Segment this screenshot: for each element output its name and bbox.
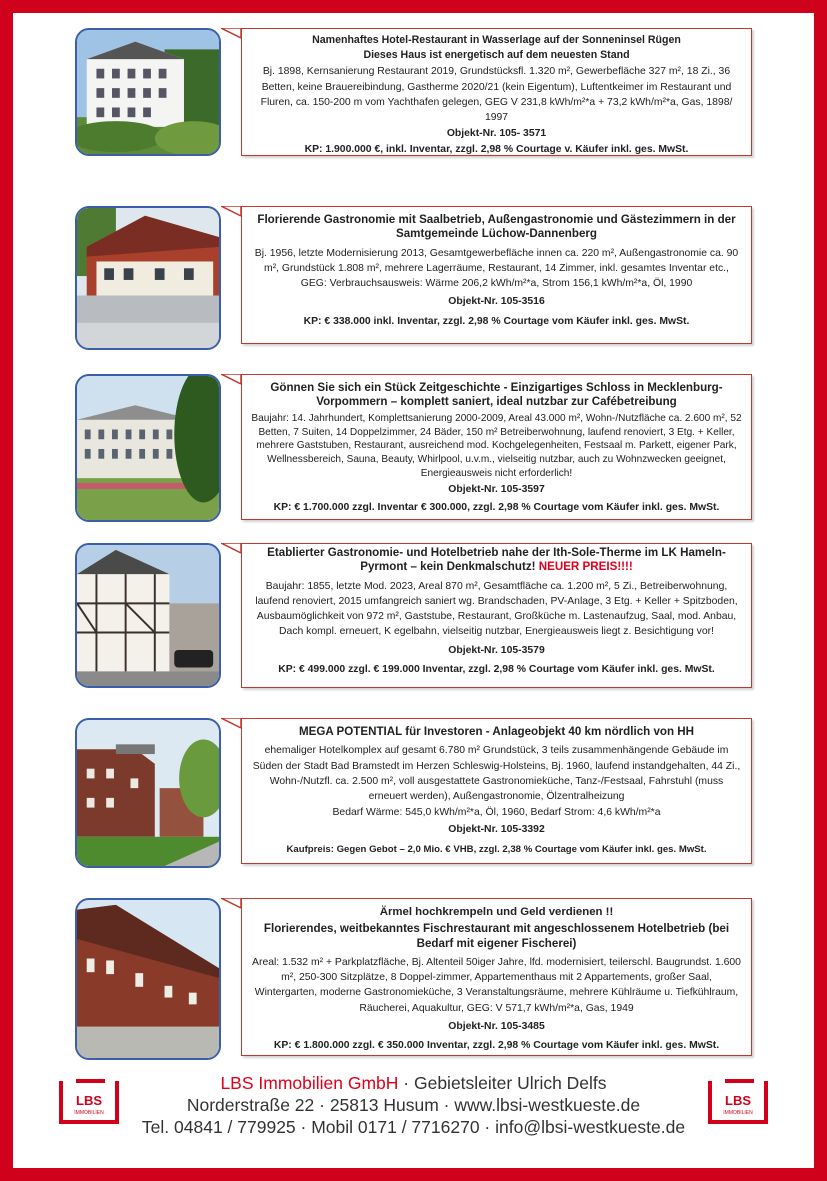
listing-title: Gönnen Sie sich ein Stück Zeitgeschichte - Einzigartiges Schloss in Mecklenburg-Vorpommern – komplett saniert, ideal nutzbar zur Cafébetreibung [270, 381, 723, 409]
purchase-price: KP: € 338.000 inkl. Inventar, zzgl. 2,98 % Courtage vom Käufer inkl. ges. MwSt. [303, 315, 690, 327]
listing-title [250, 546, 743, 575]
object-number: Objekt-Nr. 105-3579 [448, 644, 545, 656]
footer-line-phone [0, 1116, 827, 1138]
footer-line-address [0, 1094, 827, 1116]
listing-text [241, 374, 752, 520]
listing-title: Namenhaftes Hotel-Restaurant in Wasserlage auf der Sonneninsel Rügen [312, 34, 681, 46]
energy-demand: Bedarf Wärme: 545,0 kWh/m²*a, Öl, 1960, Bedarf Strom: 4,6 kWh/m²*a [332, 807, 661, 819]
listing-description: Bj. 1898, Kernsanierung Restaurant 2019, Grundstücksfl. 1.320 m², Gewerbefläche 327 m², 18 Zi., 36 Betten, keine Brauereibindung, Gastherme 2020/21 (kein Eigentum), Luftentkeimer im Restaurant und Fluren, ca. 150-200 m vom Yachthafen gelegen, GEG V 231,8 kWh/m²*a + 73,2 kWh/m²*a, Gas, 1898/ 1997 [260, 66, 733, 124]
listing-card[interactable] [75, 28, 752, 156]
footer-line-company [0, 1072, 827, 1094]
listing-title: MEGA POTENTIAL für Investoren - Anlageobjekt 40 km nördlich von HH [298, 725, 695, 738]
purchase-price: KP: € 499.000 zzgl. € 199.000 Inventar, zzgl. 2,98 % Courtage vom Käufer inkl. ges. MwSt. [278, 663, 715, 675]
email-link[interactable]: info@lbsi-westkueste.de [495, 1117, 686, 1137]
half-timbered-house-photo [75, 543, 221, 688]
object-number: Objekt-Nr. 105-3392 [448, 824, 545, 836]
purchase-price: Kaufpreis: Gegen Gebot – 2,0 Mio. € VHB, zzgl. 2,38 % Courtage vom Käufer inkl. ges. MwSt. [286, 843, 707, 855]
area-manager: Gebietsleiter Ulrich Delfs [413, 1073, 607, 1093]
listing-title: Florierende Gastronomie mit Saalbetrieb, Außengastronomie und Gästezimmern in der Samtgemeinde Lüchow-Dannenberg [257, 213, 736, 241]
purchase-price: KP: 1.900.000 €, inkl. Inventar, zzgl. 2,98 % Courtage v. Käufer inkl. ges. MwSt. [304, 144, 689, 156]
listing-description: Bj. 1956, letzte Modernisierung 2013, Gesamtgewerbefläche innen ca. 220 m², Außengastronomie ca. 90 m², Grundstück 1.808 m², mehrere Lagerräume, Restaurant, 14 Zimmer, inkl. gesamtes Inventar etc., GEG: Verbrauchsausweis: Wärme 206,2 kWh/m²*a, Strom 156,1 kWh/m²*a, Öl, 1990 [254, 247, 739, 290]
listing-description: Baujahr: 1855, letzte Mod. 2023, Areal 870 m², Gesamtfläche ca. 1.200 m², 5 Zi., Betreiberwohnung, laufend renoviert, 2015 umfangreich saniert wg. Brandschaden, PV-Anlage, 3 Etg. + Keller + Spitzboden, Ausbaumöglichkeit von 972 m², Gaststube, Restaurant, Großküche m. Lastenaufzug, Saal, mod. Anbau, Dach kompl. erneuert, K egelbahn, vielseitig nutzbar, Energieausweis liegt z. Besichtigung vor! [255, 580, 738, 638]
listing-description: Areal: 1.532 m² + Parkplatzfläche, Bj. Altenteil 50iger Jahre, lfd. modernisiert, teilerschl. Baugrundst. 1.600 m², 250-300 Sitzplätze, 8 Doppel-zimmer, Appartementhaus mit 2 Appartements, großer Saal, Wintergarten, moderne Gastronomieküche, 3 Veranstaltungsräume, mehrere Kühlräume u. Tiefkühlraum, Räucherei, Aquakultur, GEG: V 571,7 kWh/m²*a, Gas, 1949 [252, 957, 741, 1014]
listing-title: Florierendes, weitbekanntes Fischrestaurant mit angeschlossenem Hotelbetrieb (bei Bedarf mit eigener Fischerei) [263, 922, 730, 950]
hotel-complex-photo [75, 718, 221, 868]
logo-subtext: IMMOBILIEN [723, 1110, 753, 1116]
listing-card[interactable] [75, 543, 752, 688]
listing-description: Baujahr: 14. Jahrhundert, Komplettsanierung 2000-2009, Areal 43.000 m², Wohn-/Nutzfläche ca. 2.600 m², 52 Betten, 7 Suiten, 14 Doppelzimmer, 24 Bäder, 150 m² Betreiberwohnung, laufend renoviert, 3 Etg. + Keller, mehrere Gaststuben, Restaurant, ausreichend mod. Kochgelegenheiten, Festsaal m. Parkett, eigener Park, Wellnessbereich, Sauna, Beauty, Whirlpool, u.v.m., vielseitig nutzbar, auch zu Wohnzwecken geeignet, Energieausweis nicht erforderlich! [251, 412, 742, 479]
listing-subtitle: Dieses Haus ist energetisch auf dem neuesten Stand [363, 49, 630, 62]
listing-text [241, 543, 752, 688]
city: 25813 Husum [329, 1095, 439, 1115]
object-number: Objekt-Nr. 105- 3571 [446, 128, 547, 140]
connector-arrow [221, 543, 243, 688]
hotel-building-photo [75, 28, 221, 156]
connector-arrow [221, 206, 243, 350]
separator: · [295, 1117, 312, 1137]
object-number: Objekt-Nr. 105-3516 [448, 296, 545, 308]
listing-card[interactable] [75, 718, 752, 868]
listing-text [241, 206, 752, 344]
logo-text: LBS [76, 1093, 102, 1108]
street: Norderstraße 22 [186, 1095, 315, 1115]
listing-card[interactable] [75, 206, 752, 350]
listing-title-text: Etablierter Gastronomie- und Hotelbetrieb nahe der Ith-Sole-Therme im LK Hameln-Pyrmont – kein Denkmalschutz! [267, 546, 726, 574]
listing-description: ehemaliger Hotelkomplex auf gesamt 6.780 m² Grundstück, 3 teils zusammenhängende Gebäude im Süden der Stadt Bad Bramstedt im Herzen Schleswig-Holsteins, Bj. 1960, laufend instandgehalten, 44 Zi., Wohn-/Nutzfl. ca. 2.500 m², voll ausgestattete Gastronomieküche, Tanz-/Festsaal, Fahrstuhl (muss erneuert werden), Außengastronomie, Ölzentralheizung [252, 745, 741, 803]
castle-photo [75, 374, 221, 522]
logo-text: LBS [725, 1093, 751, 1108]
purchase-price: KP: € 1.800.000 zzgl. € 350.000 Inventar, zzgl. 2,98 % Courtage vom Käufer inkl. ges. MwSt. [273, 1040, 720, 1052]
brick-inn-photo [75, 206, 221, 350]
listing-text [241, 28, 752, 156]
connector-arrow [221, 374, 243, 522]
object-number: Objekt-Nr. 105-3597 [448, 484, 545, 496]
purchase-price: KP: € 1.700.000 zzgl. Inventar € 300.000, zzgl. 2,98 % Courtage vom Käufer inkl. ges. MwSt. [273, 501, 720, 513]
connector-arrow [221, 898, 243, 1060]
company-name: LBS Immobilien GmbH [220, 1073, 399, 1093]
listing-text [241, 898, 752, 1056]
website-link[interactable]: www.lbsi-westkueste.de [454, 1095, 641, 1115]
separator: · [438, 1095, 455, 1115]
listing-text [241, 718, 752, 864]
mobile[interactable]: Mobil 0171 / 7716270 [311, 1117, 480, 1137]
separator: · [398, 1073, 414, 1093]
separator: · [314, 1095, 330, 1115]
object-number: Objekt-Nr. 105-3485 [448, 1020, 545, 1032]
connector-arrow [221, 28, 243, 156]
fish-restaurant-photo [75, 898, 221, 1060]
separator: · [479, 1117, 496, 1137]
listing-tagline: Ärmel hochkrempeln und Geld verdienen !! [379, 906, 614, 918]
logo-subtext: IMMOBILIEN [74, 1110, 104, 1116]
listing-card[interactable] [75, 898, 752, 1060]
phone[interactable]: Tel. 04841 / 779925 [141, 1117, 296, 1137]
listing-card[interactable] [75, 374, 752, 522]
connector-arrow [221, 718, 243, 868]
new-price-badge: NEUER PREIS!!!! [538, 560, 633, 574]
